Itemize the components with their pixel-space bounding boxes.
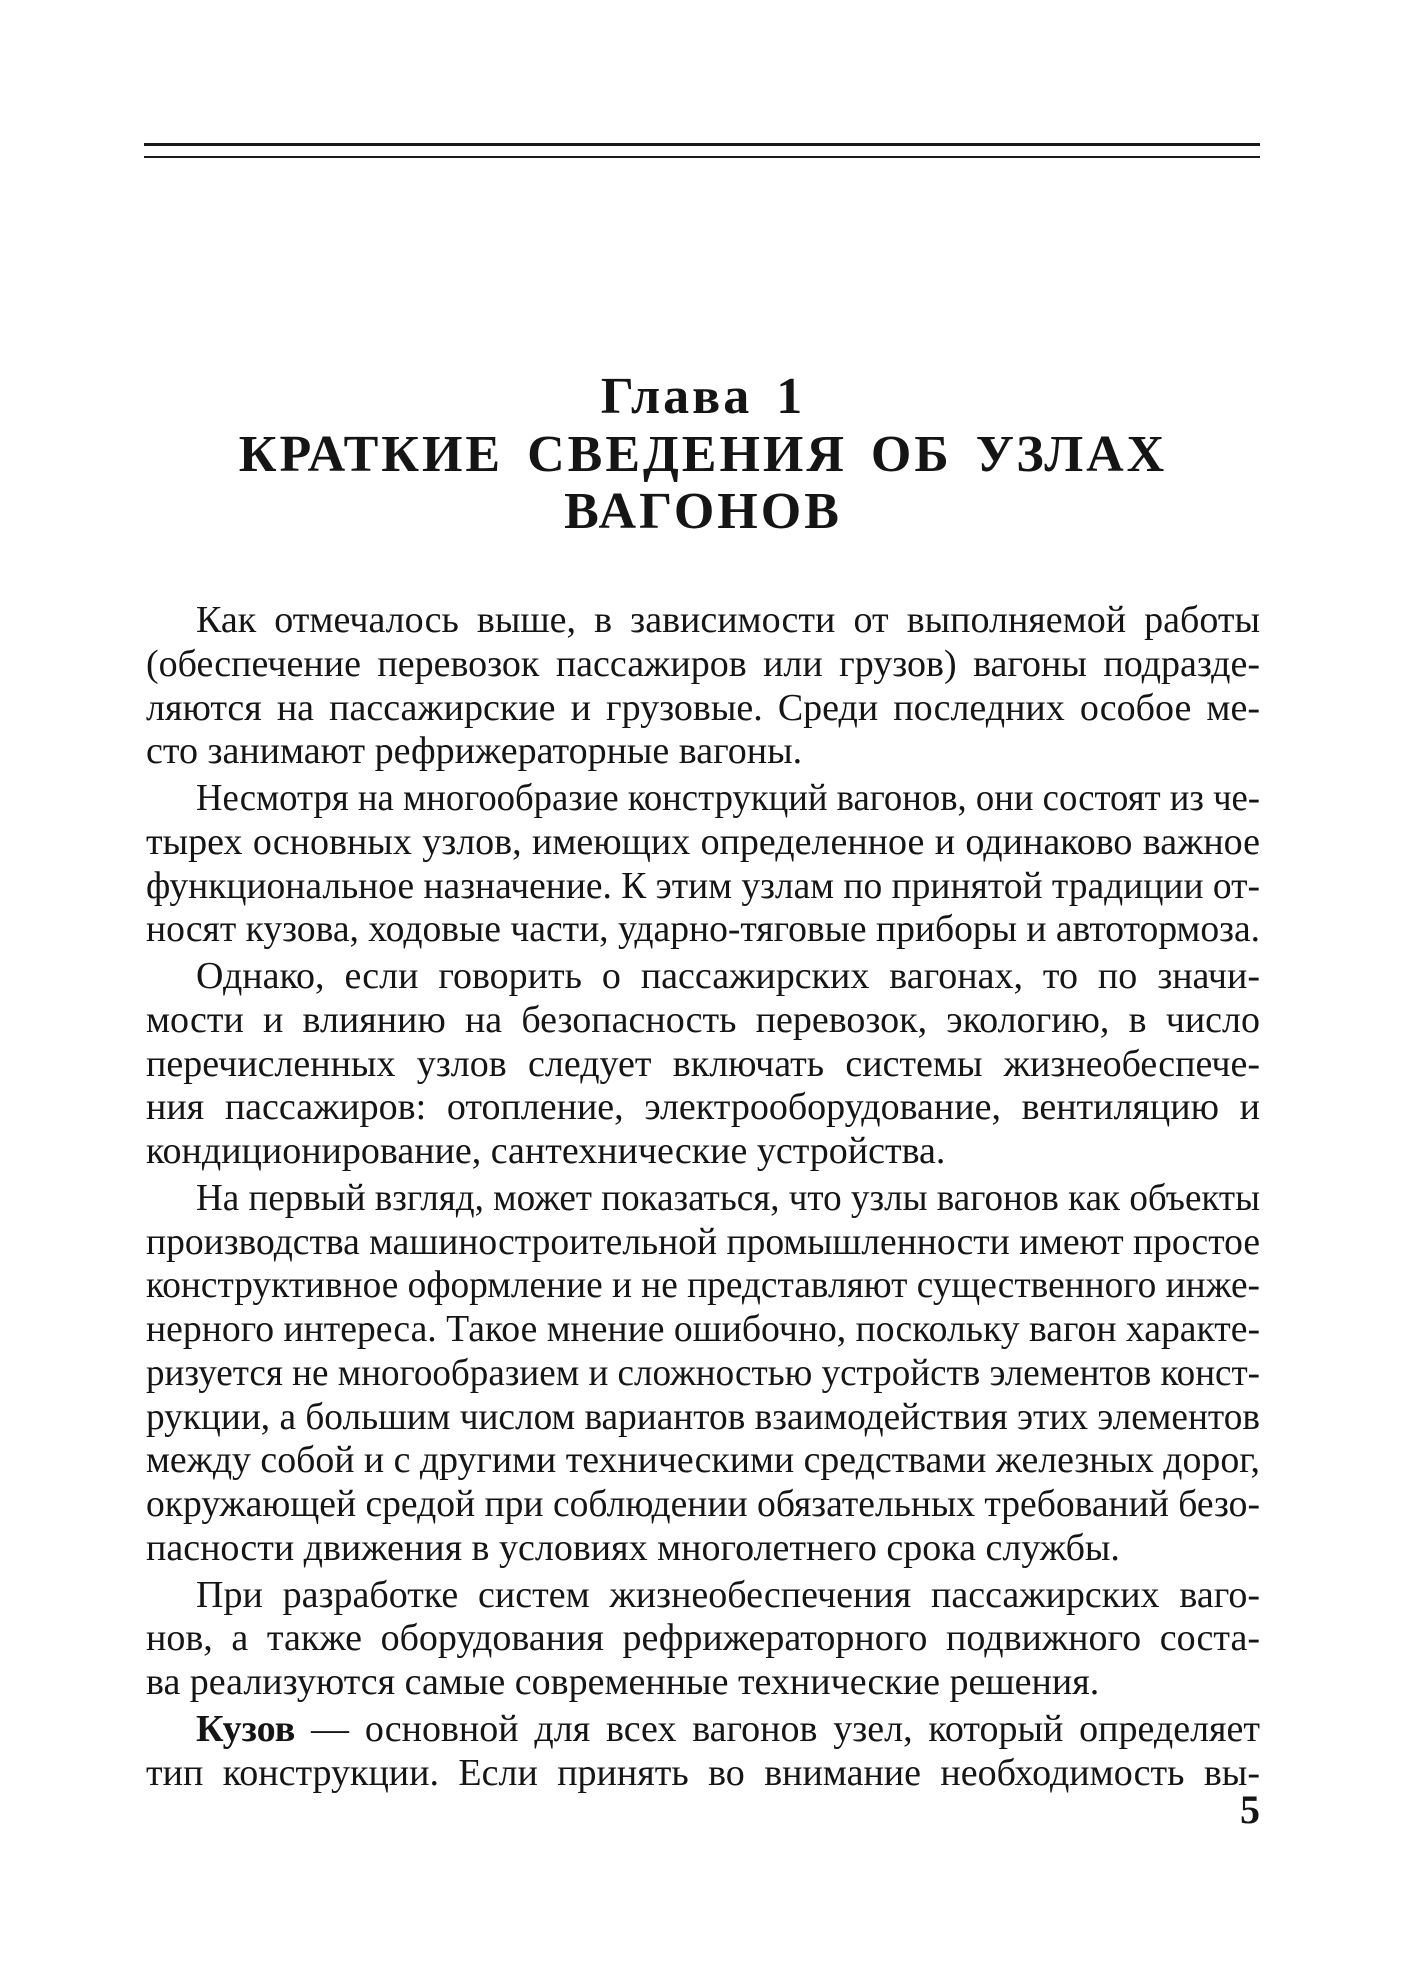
paragraph bbox=[146, 1708, 1260, 1796]
text-line-content: ния пассажиров: отопление, электрооборудование, вентиляцию и bbox=[146, 1086, 1260, 1129]
paragraph bbox=[146, 1177, 1260, 1571]
text-line bbox=[146, 1308, 1260, 1352]
text-line bbox=[146, 1396, 1260, 1440]
text-line bbox=[146, 1221, 1260, 1265]
text-line bbox=[146, 1264, 1260, 1308]
text-line-content: ризуется не многообразием и сложностью устройств элементов конст- bbox=[146, 1351, 1261, 1394]
text-line-content: конструктивное оформление и не представляют существенного инже- bbox=[146, 1264, 1260, 1307]
text-line-content: мости и влиянию на безопасность перевозок, экологию, в число bbox=[146, 998, 1260, 1041]
text-line-content: Однако, если говорить о пассажирских вагонах, то по значи- bbox=[196, 955, 1260, 997]
text-line-content: тырех основных узлов, имеющих определенное и одинаково важное bbox=[146, 820, 1260, 863]
text-line-content: тип конструкции. Если принять во внимание необходимость вы- bbox=[146, 1751, 1260, 1794]
text-line-content: (обеспечение перевозок пассажиров или грузов) вагоны подразде- bbox=[146, 642, 1260, 685]
text-line-content: функциональное назначение. К этим узлам по принятой традиции от- bbox=[146, 864, 1261, 907]
text-line-content: На первый взгляд, может показаться, что узлы вагонов как объекты bbox=[196, 1176, 1261, 1219]
text-line-content: сто занимают рефрижераторные вагоны. bbox=[146, 730, 803, 773]
text-line bbox=[146, 1043, 1260, 1087]
text-line-content: нов, а также оборудования рефрижераторного подвижного соста- bbox=[146, 1617, 1260, 1660]
text-line bbox=[146, 1483, 1260, 1527]
text-line bbox=[196, 599, 1260, 643]
page-number: 5 bbox=[1240, 1787, 1260, 1832]
header-rule bbox=[144, 143, 1260, 146]
text-line bbox=[146, 999, 1260, 1043]
body-text bbox=[146, 599, 1260, 1795]
text-line bbox=[146, 865, 1260, 909]
text-line bbox=[146, 687, 1260, 731]
chapter-title-line: ВАГОНОВ bbox=[564, 483, 842, 540]
text-line-rest: — основной для всех вагонов узел, который определяет bbox=[295, 1707, 1260, 1750]
paragraph bbox=[146, 777, 1260, 952]
text-line-content: производства машиностроительной промышленности имеют простое bbox=[146, 1220, 1261, 1263]
text-line bbox=[146, 1352, 1260, 1396]
paragraph bbox=[146, 955, 1260, 1174]
term-bold: Кузов bbox=[196, 1707, 296, 1750]
text-line-content: Как отмечалось выше, в зависимости от выполняемой работы bbox=[196, 599, 1260, 641]
paragraph bbox=[146, 1574, 1260, 1705]
text-line bbox=[146, 1130, 1260, 1174]
text-line bbox=[196, 955, 1260, 999]
text-line bbox=[146, 643, 1260, 687]
text-line-content: ляются на пассажирские и грузовые. Среди последних особое ме- bbox=[146, 686, 1260, 729]
text-line bbox=[196, 1177, 1260, 1221]
text-line bbox=[146, 1527, 1260, 1571]
header-rule-thin bbox=[144, 156, 1260, 158]
chapter-heading bbox=[146, 368, 1260, 541]
text-line-content: кондиционирование, сантехнические устройства. bbox=[146, 1130, 946, 1172]
text-line-content: между собой и с другими техническими средствами железных дорог, bbox=[146, 1439, 1260, 1482]
text-line bbox=[146, 1661, 1260, 1705]
text-line bbox=[146, 1086, 1260, 1130]
text-line-content: Несмотря на многообразие конструкций вагонов, они состоят из че- bbox=[196, 777, 1261, 819]
chapter-title-line: КРАТКИЕ СВЕДЕНИЯ ОБ УЗЛАХ bbox=[238, 425, 1168, 483]
text-line bbox=[146, 1752, 1260, 1796]
paragraph bbox=[146, 599, 1260, 774]
text-line bbox=[196, 777, 1260, 821]
text-line-content: носят кузова, ходовые части, ударно-тяговые приборы и автотормоза. bbox=[146, 908, 1261, 951]
text-line-content: окружающей средой при соблюдении обязательных требований безо- bbox=[146, 1483, 1260, 1525]
text-line bbox=[146, 1617, 1260, 1661]
text-line-content: пасности движения в условиях многолетнего срока службы. bbox=[146, 1526, 1120, 1569]
text-line bbox=[196, 1708, 1260, 1752]
text-line-content: рукции, а большим числом вариантов взаимодействия этих элементов bbox=[146, 1395, 1260, 1438]
text-line bbox=[146, 821, 1260, 865]
chapter-label: Глава 1 bbox=[600, 368, 806, 425]
text-line bbox=[146, 908, 1260, 952]
text-line-content: ва реализуются самые современные технические решения. bbox=[146, 1661, 1100, 1703]
text-line bbox=[196, 1574, 1260, 1618]
text-line bbox=[146, 1439, 1260, 1483]
text-line bbox=[146, 730, 1260, 774]
text-line-content: нерного интереса. Такое мнение ошибочно, поскольку вагон характе- bbox=[146, 1308, 1261, 1350]
text-line-content: перечисленных узлов следует включать системы жизнеобеспече- bbox=[146, 1042, 1260, 1085]
text-line-content: При разработке систем жизнеобеспечения пассажирских ваго- bbox=[196, 1573, 1260, 1616]
text-line-content bbox=[196, 1708, 1260, 1750]
